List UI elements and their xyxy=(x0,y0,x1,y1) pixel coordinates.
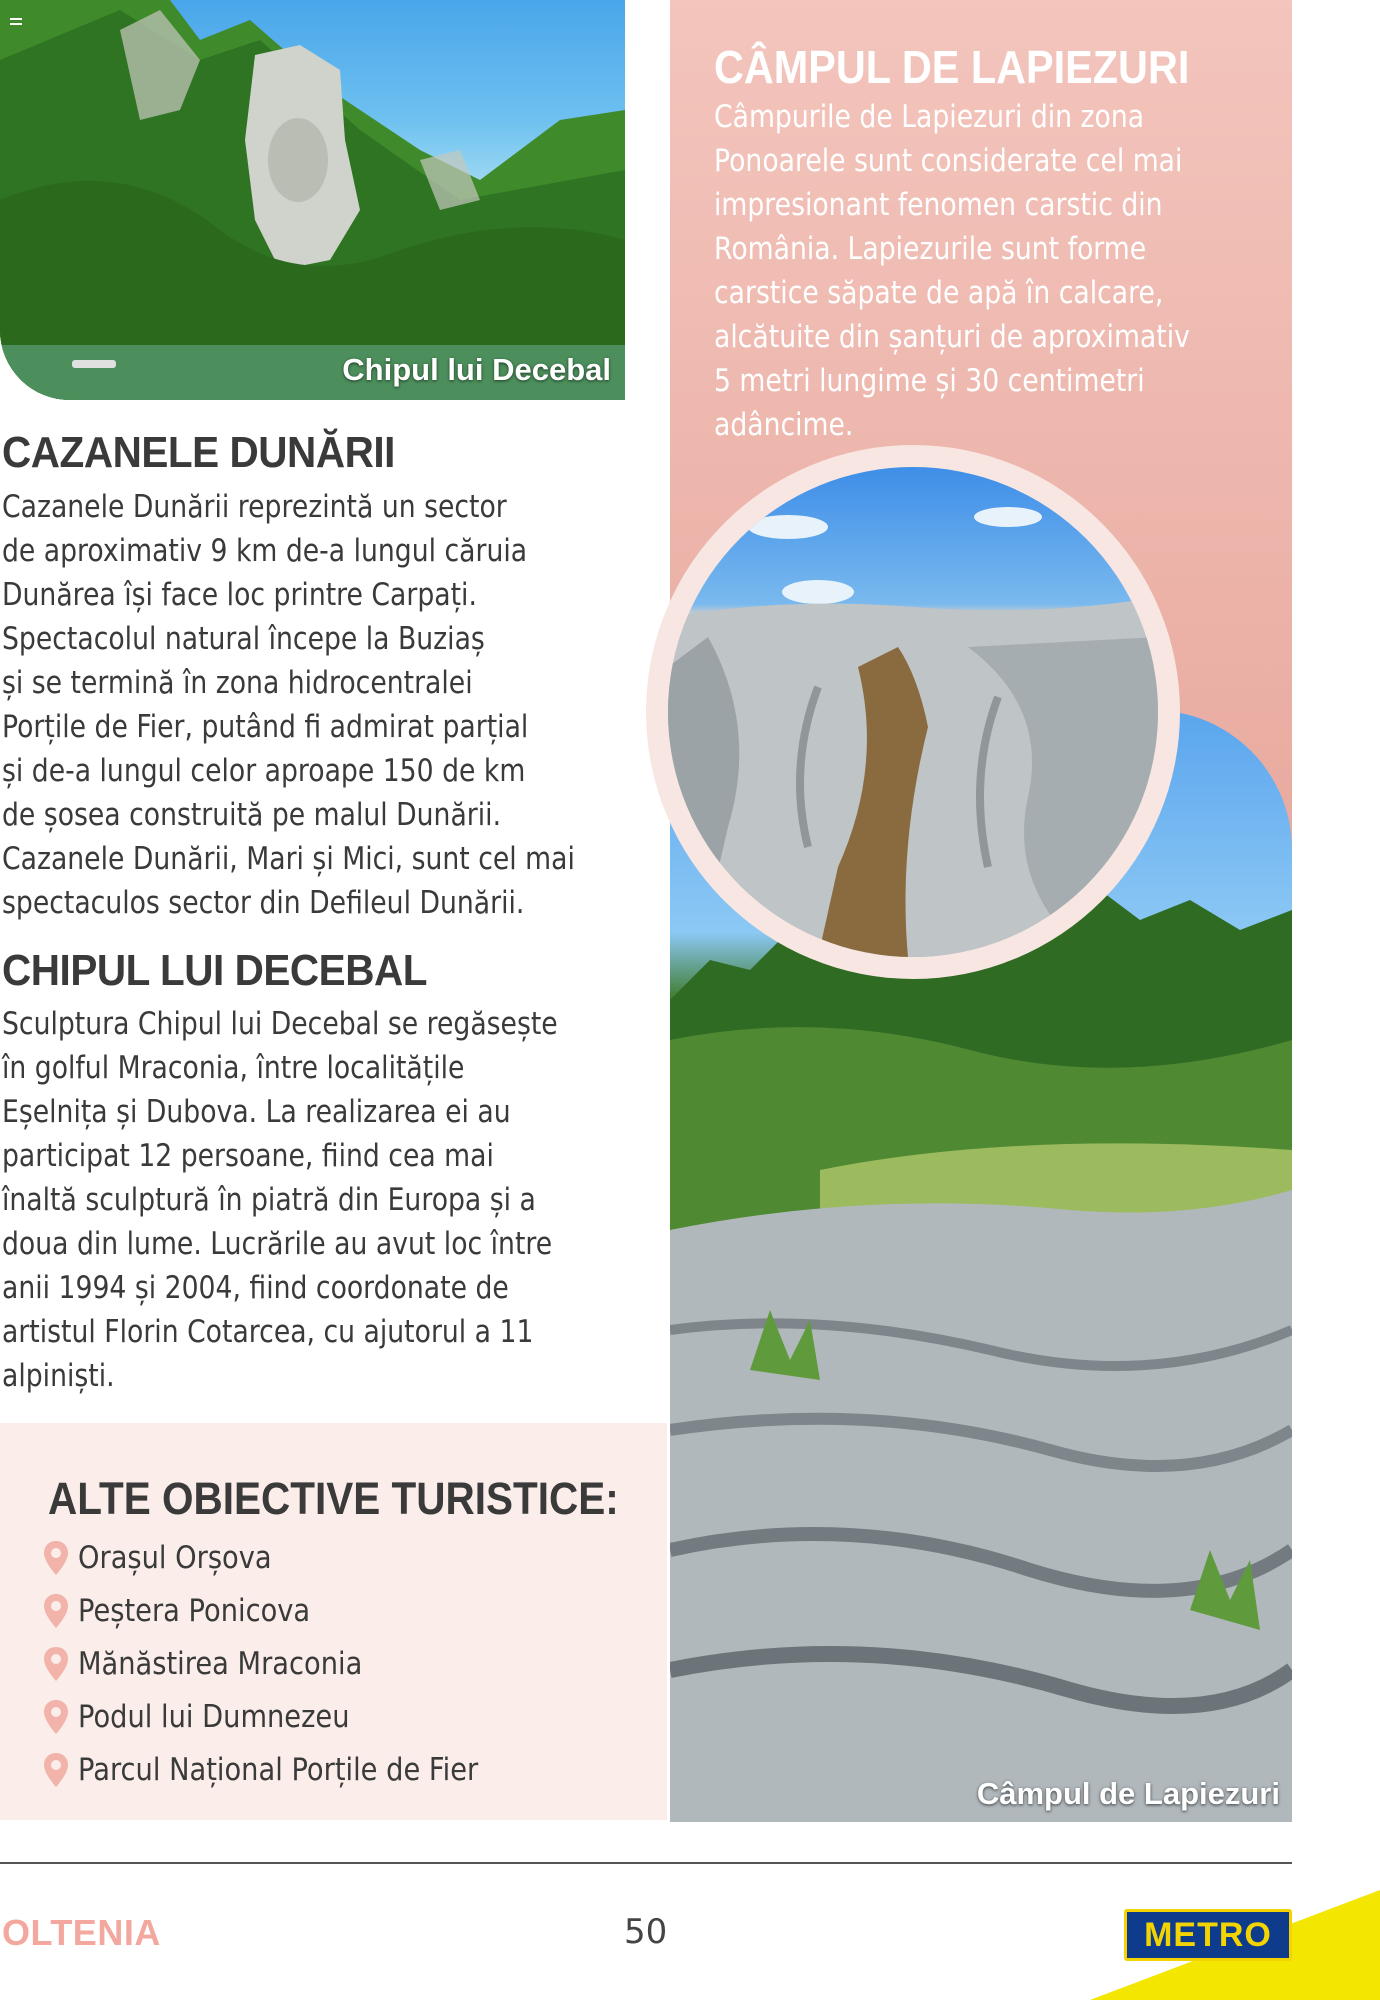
campul-line: 5 metri lungime și 30 centimetri xyxy=(714,363,1145,399)
lapiezuri-closeup-photo xyxy=(668,467,1158,957)
list-item xyxy=(44,1743,533,1796)
closeup-scene xyxy=(668,467,1158,957)
campul-line: impresionant fenomen carstic din xyxy=(714,187,1163,223)
campul-body xyxy=(714,95,1247,447)
cazane-title: CAZANELE DUNĂRII xyxy=(2,428,395,477)
attraction-label: Mănăstirea Mraconia xyxy=(78,1645,363,1682)
campul-line: România. Lapiezurile sunt forme xyxy=(714,231,1147,267)
location-pin-icon xyxy=(44,1541,68,1575)
decebal-title: CHIPUL LUI DECEBAL xyxy=(2,946,428,995)
cazane-line: și se termină în zona hidrocentralei xyxy=(2,665,473,701)
cazane-line: de șosea construită pe malul Dunării. xyxy=(2,797,502,833)
decebal-line: înaltă sculptură în piatră din Europa și a xyxy=(2,1182,536,1218)
list-item xyxy=(44,1637,533,1690)
attractions-box xyxy=(0,1423,667,1820)
attractions-title: ALTE OBIECTIVE TURISTICE: xyxy=(48,1473,619,1524)
decebal-line: participat 12 persoane, fiind cea mai xyxy=(2,1138,494,1174)
campul-line: alcătuite din șanțuri de aproximativ xyxy=(714,319,1190,355)
cazane-line: de aproximativ 9 km de-a lungul căruia xyxy=(2,533,528,569)
metro-logo xyxy=(1124,1909,1292,1961)
location-pin-icon xyxy=(44,1700,68,1734)
location-pin-icon xyxy=(44,1753,68,1787)
cazane-line: spectaculos sector din Defileul Dunării. xyxy=(2,885,525,921)
campul-line: Ponoarele sunt considerate cel mai xyxy=(714,143,1183,179)
metro-logo-text: METRO xyxy=(1144,1915,1272,1954)
campul-line: adâncime. xyxy=(714,407,854,443)
location-pin-icon xyxy=(44,1647,68,1681)
campul-line: carstice săpate de apă în calcare, xyxy=(714,275,1164,311)
campul-title: CÂMPUL DE LAPIEZURI xyxy=(714,41,1190,93)
decebal-line: în golful Mraconia, între localitățile xyxy=(2,1050,465,1086)
cazane-line: Dunărea își face loc printre Carpați. xyxy=(2,577,477,613)
decebal-line: Sculptura Chipul lui Decebal se regăsește xyxy=(2,1006,558,1042)
cazane-line: Spectacolul natural începe la Buziaș xyxy=(2,621,485,657)
decebal-photo xyxy=(0,0,625,400)
cazane-line: Cazanele Dunării, Mari și Mici, sunt cel mai xyxy=(2,841,575,877)
cazane-line: Cazanele Dunării reprezintă un sector xyxy=(2,489,507,525)
lapiezuri-circle-frame xyxy=(646,445,1180,979)
list-item xyxy=(44,1584,533,1637)
cazane-line: Porțile de Fier, putând fi admirat parțial xyxy=(2,709,529,745)
list-item xyxy=(44,1690,533,1743)
decebal-line: anii 1994 și 2004, fiind coordonate de xyxy=(2,1270,509,1306)
decebal-line: Eșelnița și Dubova. La realizarea ei au xyxy=(2,1094,511,1130)
attraction-label: Podul lui Dumnezeu xyxy=(78,1698,350,1735)
decebal-line: alpiniști. xyxy=(2,1358,115,1394)
menu-icon xyxy=(10,18,22,26)
decebal-line: doua din lume. Lucrările au avut loc între xyxy=(2,1226,553,1262)
decebal-line: artistul Florin Cotarcea, cu ajutorul a 11 xyxy=(2,1314,534,1350)
cazane-line: și de-a lungul celor aproape 150 de km xyxy=(2,753,526,789)
campul-line: Câmpurile de Lapiezuri din zona xyxy=(714,99,1145,135)
page-number: 50 xyxy=(624,1912,668,1952)
list-item xyxy=(44,1531,533,1584)
attraction-label: Parcul Național Porțile de Fier xyxy=(78,1751,479,1788)
location-pin-icon xyxy=(44,1594,68,1628)
footer-divider xyxy=(0,1862,1292,1864)
footer-region-label: OLTENIA xyxy=(2,1912,161,1953)
decebal-photo-caption: Chipul lui Decebal xyxy=(342,352,611,387)
attractions-list xyxy=(44,1531,533,1796)
decebal-photo-scene xyxy=(0,0,625,400)
attraction-label: Peștera Ponicova xyxy=(78,1592,311,1629)
attraction-label: Orașul Orșova xyxy=(78,1539,272,1576)
landscape-caption: Câmpul de Lapiezuri xyxy=(976,1776,1280,1811)
decebal-body xyxy=(2,1002,558,1398)
cazane-body xyxy=(2,485,575,925)
